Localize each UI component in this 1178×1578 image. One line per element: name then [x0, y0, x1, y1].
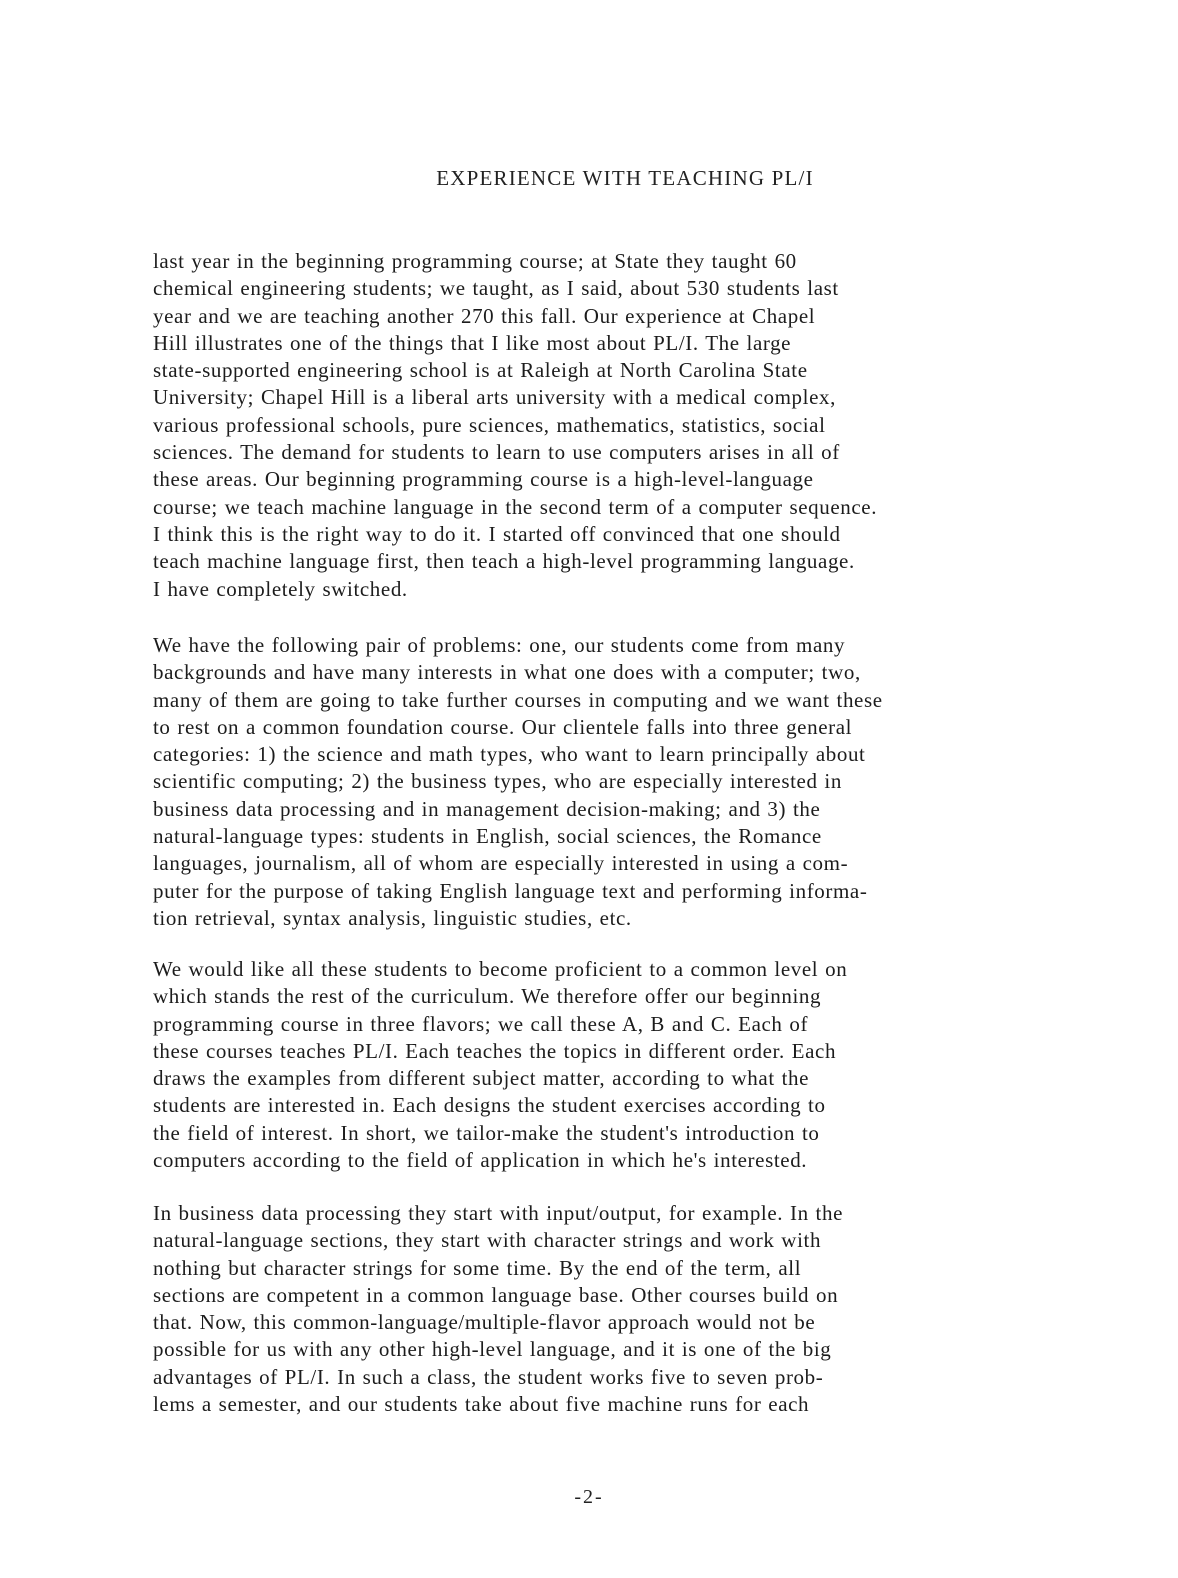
text-line: Hill illustrates one of the things that I like most about PL/I. The large	[153, 330, 792, 355]
text-line: sections are competent in a common language base. Other courses build on	[153, 1282, 839, 1307]
text-line: computers according to the field of application in which he's interested.	[153, 1148, 808, 1173]
text-line: these courses teaches PL/I. Each teaches the topics in different order. Each	[153, 1038, 837, 1063]
paragraph-3	[153, 956, 1123, 1174]
paragraph-1	[153, 248, 1123, 603]
text-line: year and we are teaching another 270 this fall. Our experience at Chapel	[153, 303, 816, 328]
text-line: I think this is the right way to do it. I started off convinced that one should	[153, 521, 841, 546]
text-line: many of them are going to take further courses in computing and we want these	[153, 687, 883, 712]
text-line: students are interested in. Each designs the student exercises according to	[153, 1093, 826, 1118]
text-line: nothing but character strings for some time. By the end of the term, all	[153, 1255, 802, 1280]
text-line: sciences. The demand for students to learn to use computers arises in all of	[153, 440, 840, 465]
text-line: natural-language sections, they start with character strings and work with	[153, 1228, 822, 1253]
text-line: University; Chapel Hill is a liberal arts university with a medical complex,	[153, 385, 836, 410]
text-line: chemical engineering students; we taught, as I said, about 530 students last	[153, 276, 839, 301]
text-line: the field of interest. In short, we tailor-make the student's introduction to	[153, 1120, 820, 1145]
text-line: We would like all these students to become proficient to a common level on	[153, 957, 848, 981]
text-line: In business data processing they start with input/output, for example. In the	[153, 1201, 843, 1225]
paragraph-4	[153, 1200, 1123, 1418]
text-line: languages, journalism, all of whom are especially interested in using a com-	[153, 851, 849, 876]
text-line: these areas. Our beginning programming course is a high-level-language	[153, 467, 814, 492]
text-line: to rest on a common foundation course. Our clientele falls into three general	[153, 714, 853, 739]
text-line: puter for the purpose of taking English language text and performing informa-	[153, 878, 868, 903]
text-line: programming course in three flavors; we call these A, B and C. Each of	[153, 1011, 809, 1036]
text-line: backgrounds and have many interests in what one does with a computer; two,	[153, 660, 861, 685]
text-line: business data processing and in management decision-making; and 3) the	[153, 796, 821, 821]
text-line: possible for us with any other high-level language, and it is one of the big	[153, 1337, 832, 1362]
text-line: last year in the beginning programming course; at State they taught 60	[153, 249, 797, 273]
text-line: course; we teach machine language in the second term of a computer sequence.	[153, 494, 878, 519]
text-line: that. Now, this common-language/multiple-flavor approach would not be	[153, 1310, 816, 1335]
text-line: lems a semester, and our students take about five machine runs for each	[153, 1392, 810, 1417]
text-line: We have the following pair of problems: one, our students come from many	[153, 633, 846, 657]
text-line: draws the examples from different subject matter, according to what the	[153, 1066, 810, 1091]
text-line: categories: 1) the science and math types, who want to learn principally about	[153, 742, 866, 767]
text-line: which stands the rest of the curriculum. We therefore offer our beginning	[153, 984, 822, 1009]
text-line: state-supported engineering school is at Raleigh at North Carolina State	[153, 358, 808, 383]
text-line: tion retrieval, syntax analysis, linguistic studies, etc.	[153, 905, 632, 930]
text-line: I have completely switched.	[153, 576, 408, 601]
page-number: -2-	[574, 1486, 604, 1508]
text-line: advantages of PL/I. In such a class, the student works five to seven prob-	[153, 1364, 824, 1389]
paragraph-2	[153, 632, 1123, 932]
text-line: natural-language types: students in English, social sciences, the Romance	[153, 824, 822, 849]
running-title: EXPERIENCE WITH TEACHING PL/I	[436, 166, 814, 190]
text-line: various professional schools, pure sciences, mathematics, statistics, social	[153, 412, 826, 437]
text-line: scientific computing; 2) the business types, who are especially interested in	[153, 769, 842, 794]
text-line: teach machine language first, then teach a high-level programming language.	[153, 549, 855, 574]
